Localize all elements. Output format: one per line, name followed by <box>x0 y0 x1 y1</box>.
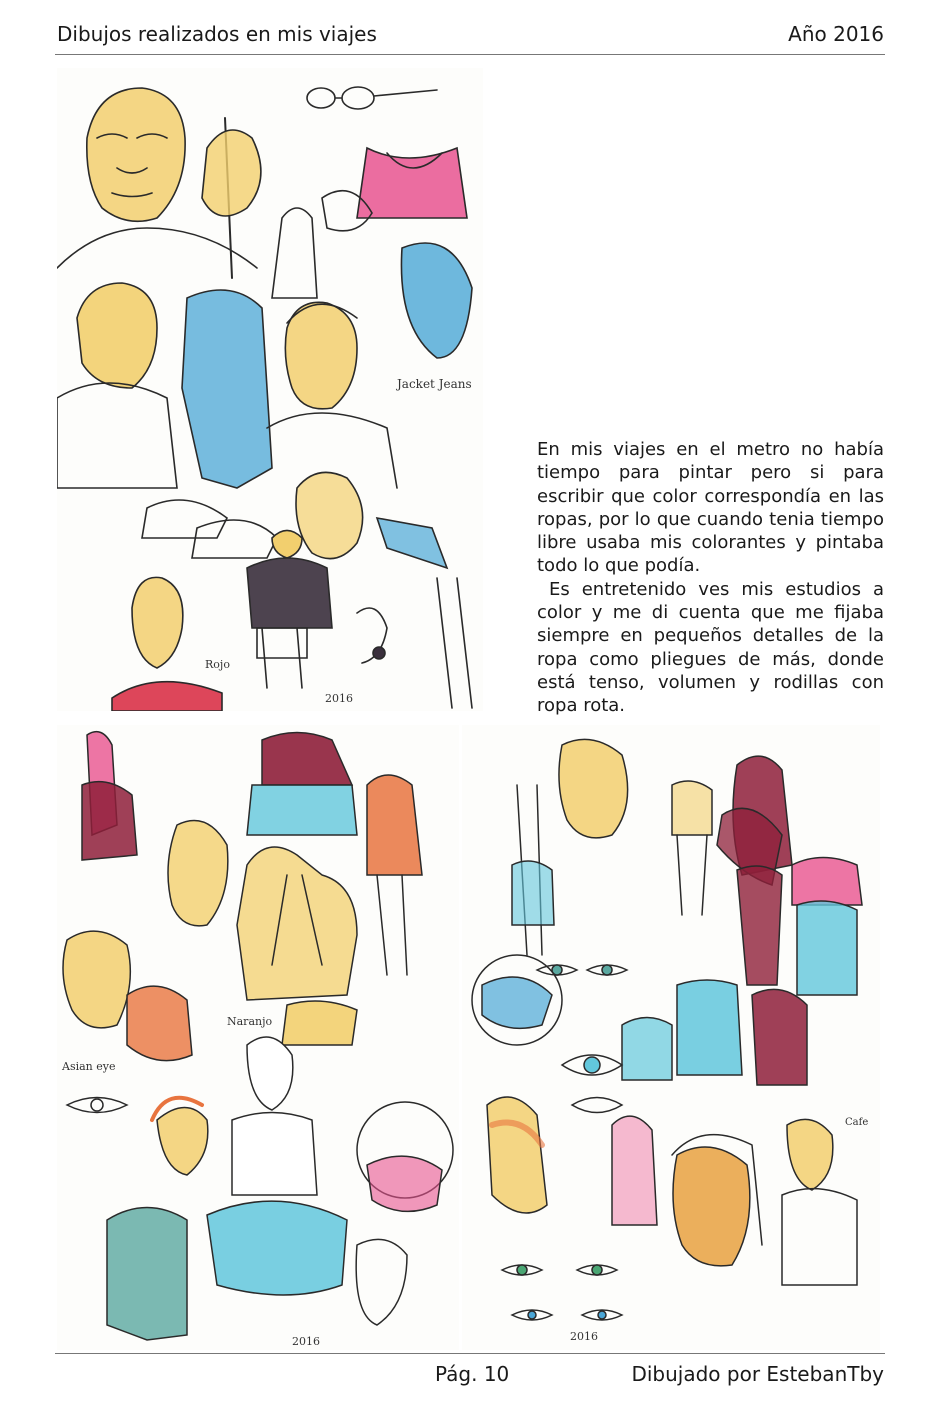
sketch-panel-bottom-left <box>57 725 459 1350</box>
sketch-illustration-bottom-right <box>462 725 880 1350</box>
note-cafe: Cafe <box>845 1117 869 1128</box>
sketch-panel-bottom-right <box>462 725 880 1350</box>
note-naranjo: Naranjo <box>227 1015 273 1028</box>
page-number: Pág. 10 <box>435 1362 510 1386</box>
author-credit: Dibujado por EstebanTby <box>631 1362 884 1386</box>
note-year-top: 2016 <box>325 692 353 705</box>
paragraph-1: En mis viajes en el metro no había tiempo para pintar pero si para escribir que color correspondía en las ropas, por lo que cuando tenia tiempo libre usaba mis colorantes y pintaba todo lo que podía. <box>537 439 884 577</box>
paragraph-2: Es entretenido ves mis estudios a color y me di cuenta que me fijaba siempre en pequeños detalles de la ropa como pliegues de más, donde está tenso, volumen y rodillas con ropa rota. <box>537 578 884 717</box>
page-year: Año 2016 <box>788 22 884 46</box>
header-divider <box>55 54 885 55</box>
sketch-panel-top <box>57 68 483 711</box>
footer-divider <box>55 1353 885 1354</box>
note-jacket-jeans: Jacket Jeans <box>397 377 472 391</box>
description-text <box>537 438 884 718</box>
page-title: Dibujos realizados en mis viajes <box>57 22 377 46</box>
sketch-illustration-bottom-left <box>57 725 459 1350</box>
sketch-illustration-top <box>57 68 483 711</box>
note-asian-eye: Asian eye <box>62 1060 116 1073</box>
note-rojo: Rojo <box>205 658 230 671</box>
note-year-bottom-right: 2016 <box>570 1330 598 1343</box>
note-year-bottom-left: 2016 <box>292 1335 320 1348</box>
